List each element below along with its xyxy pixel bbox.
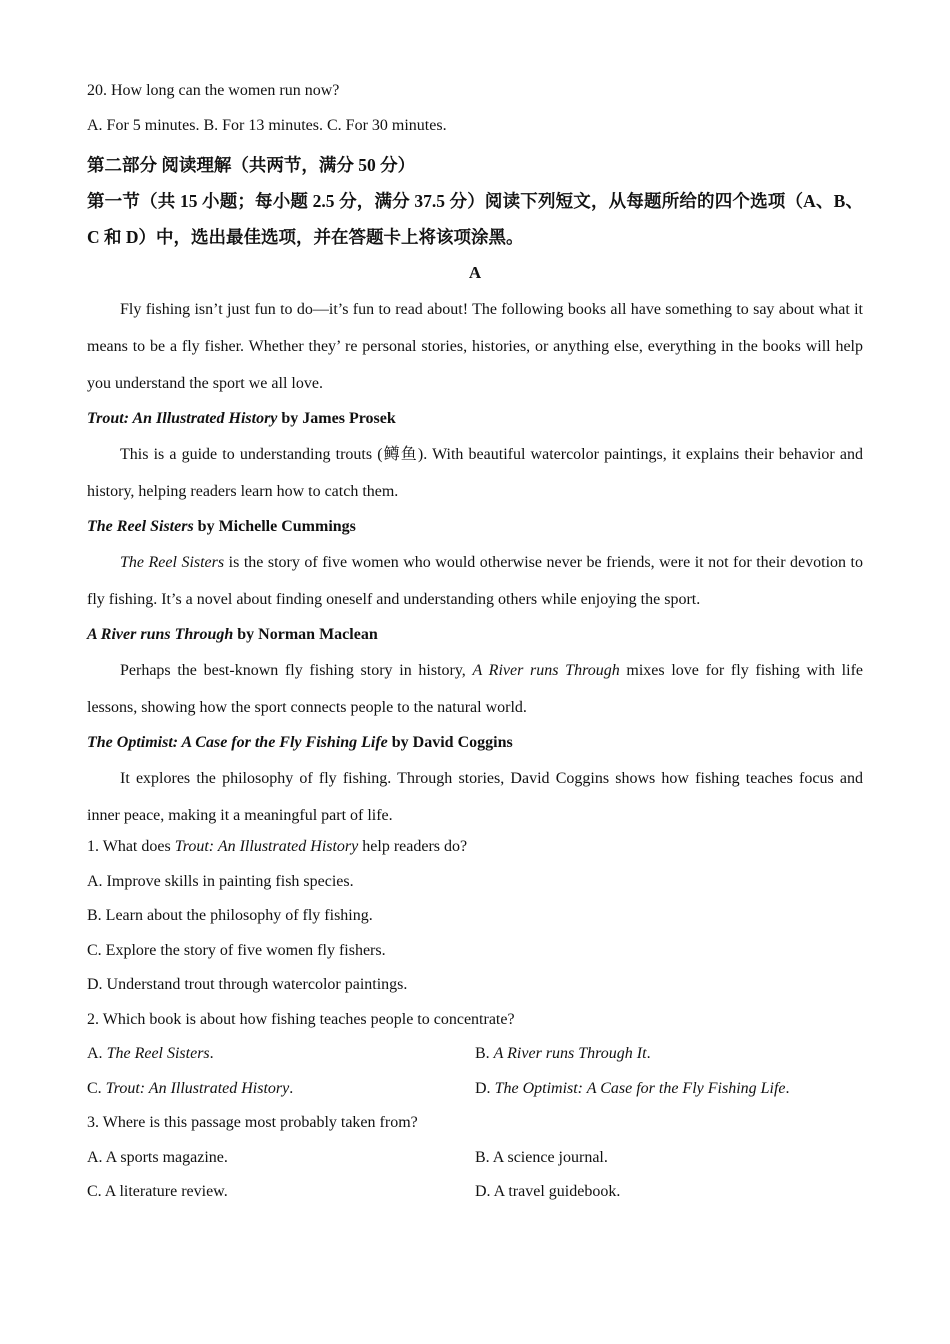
book-1-author: by James Prosek xyxy=(277,410,396,427)
q2-stem: 2. Which book is about how fishing teaches people to concentrate? xyxy=(87,1010,515,1028)
book-4-heading xyxy=(87,726,863,760)
book-3-heading xyxy=(87,618,863,652)
q2-c-end: . xyxy=(289,1079,294,1097)
q1-option-d: D. Understand trout through watercolor paintings. xyxy=(87,976,408,993)
book-2-author: by Michelle Cummings xyxy=(193,518,356,535)
q2-option-d xyxy=(475,1076,863,1111)
q2-option-a xyxy=(87,1041,475,1076)
q20-question: 20. How long can the women run now? xyxy=(87,82,340,99)
q2-b-end: . xyxy=(646,1045,651,1062)
q2-c-label: C. xyxy=(87,1079,106,1097)
book-3-author: by Norman Maclean xyxy=(233,626,378,643)
q3-option-a: A. A sports magazine. xyxy=(87,1148,228,1166)
q3-option-b: B. A science journal. xyxy=(475,1148,608,1166)
book-2-heading xyxy=(87,510,863,544)
book-1-title: Trout: An Illustrated History xyxy=(87,410,278,427)
q3-option-d: D. A travel guidebook. xyxy=(475,1183,621,1200)
book-3-desc-pre: Perhaps the best-known fly fishing story in history, xyxy=(120,662,473,679)
book-4-title: The Optimist: A Case for the Fly Fishing Life xyxy=(87,734,388,751)
q3-option-c: C. A literature review. xyxy=(87,1183,228,1200)
book-3-desc xyxy=(87,652,863,726)
q2-c-title: Trout: An Illustrated History xyxy=(105,1079,290,1097)
q2-a-label: A. xyxy=(87,1045,107,1062)
passage-label: A xyxy=(468,263,482,282)
q2-a-title: The Reel Sisters xyxy=(106,1045,210,1062)
q2-d-end: . xyxy=(785,1079,790,1097)
q1-option-a: A. Improve skills in painting fish species. xyxy=(87,872,354,890)
passage-intro: Fly fishing isn’t just fun to do—it’s fun to read about! The following books all have something to say about what it means to be a fly fisher. Whether they’ re personal stories, histories, or anything else, everything in the books will help you understand the sport we all love. xyxy=(87,301,863,392)
q2-b-title: A River runs Through It xyxy=(493,1045,647,1062)
book-3-desc-title: A River runs Through xyxy=(472,662,620,679)
q1-stem-pre: 1. What does xyxy=(87,838,175,855)
book-2-desc xyxy=(87,544,863,618)
q2-d-label: D. xyxy=(475,1079,495,1097)
q1-stem-post: help readers do? xyxy=(358,838,468,855)
book-3-title: A River runs Through xyxy=(87,626,234,643)
part2-heading: 第二部分 阅读理解（共两节，满分 50 分） xyxy=(87,155,416,175)
book-1-desc: This is a guide to understanding trouts (鳟鱼). With beautiful watercolor paintings, it explains their behavior and history, helping readers learn how to catch them. xyxy=(87,446,863,500)
book-2-desc-title: The Reel Sisters xyxy=(120,554,225,571)
q3-options-row-2 xyxy=(87,1179,863,1214)
book-2-desc-text: is the story of five women who would otherwise never be friends, were it not for their devotion to fly fishing. It’s a novel about finding oneself and understanding others while enjoying the sport. xyxy=(87,554,864,608)
part2-instructions: 第一节（共 15 小题；每小题 2.5 分，满分 37.5 分）阅读下列短文，从每题所给的四个选项（A、B、C 和 D）中，选出最佳选项，并在答题卡上将该项涂黑。 xyxy=(87,191,863,247)
book-2-title: The Reel Sisters xyxy=(87,518,194,535)
q1-stem-title: Trout: An Illustrated History xyxy=(174,838,359,855)
q3-stem: 3. Where is this passage most probably taken from? xyxy=(87,1114,418,1131)
q2-b-label: B. xyxy=(475,1045,494,1062)
q1-option-c: C. Explore the story of five women fly fishers. xyxy=(87,941,386,959)
q2-options-row-2 xyxy=(87,1076,863,1111)
q2-options-row-1 xyxy=(87,1041,863,1076)
q2-option-c xyxy=(87,1076,475,1111)
q1-option-b: B. Learn about the philosophy of fly fishing. xyxy=(87,907,373,924)
q2-d-title: The Optimist: A Case for the Fly Fishing Life xyxy=(494,1079,786,1097)
book-4-desc: It explores the philosophy of fly fishing. Through stories, David Coggins shows how fishing teaches focus and inner peace, making it a meaningful part of life. xyxy=(87,770,863,824)
book-1-heading xyxy=(87,402,863,436)
q1-stem xyxy=(87,834,863,869)
q2-option-b xyxy=(475,1041,863,1076)
q20-options: A. For 5 minutes. B. For 13 minutes. C. For 30 minutes. xyxy=(87,116,447,134)
book-4-author: by David Coggins xyxy=(387,734,513,751)
book-3-desc-text: mixes love for fly fishing with life lessons, showing how the sport connects people to the natural world. xyxy=(87,662,863,716)
q2-a-end: . xyxy=(209,1045,214,1062)
q3-options-row-1 xyxy=(87,1145,863,1180)
exam-page xyxy=(87,78,863,1214)
